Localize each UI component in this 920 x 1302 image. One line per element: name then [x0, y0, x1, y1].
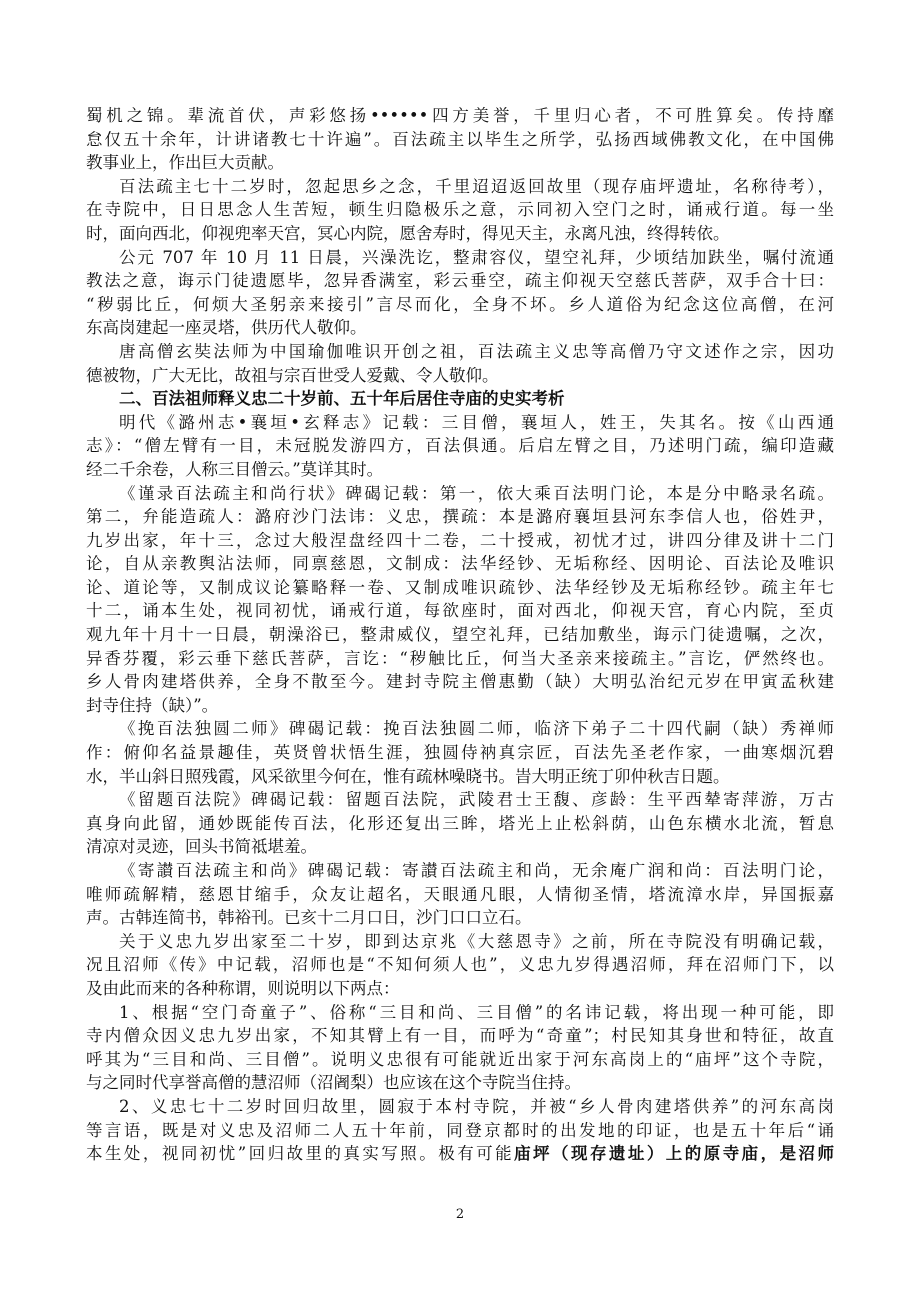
text-line [86, 151, 834, 175]
line-text: 公元 707 年 10 月 11 日晨，兴澡洗讫，整肃容仪，望空礼拜，少顷结加趺坐，嘱付流通 [119, 247, 834, 267]
text-line [86, 552, 834, 576]
text-line [86, 104, 834, 128]
line-text: 清凉对灵迹，回头书简祗堪羞。 [86, 837, 317, 857]
line-text: 唐高僧玄奘法师为中国瑜伽唯识开创之祖，百法疏主义忠等高僧乃守文述作之宗，因功 [119, 341, 834, 361]
text-line [86, 1001, 834, 1025]
line-text: 关于义忠九岁出家至二十岁，即到达京兆《大慈恩寺》之前，所在寺院没有明确记载， [119, 931, 834, 951]
line-text: 《挽百法独圆二师》碑碣记载：挽百法独圆二师，临济下弟子二十四代嗣（缺）秀禅师 [119, 719, 834, 739]
text-line [86, 953, 834, 977]
page-number: 2 [455, 1207, 465, 1222]
line-text: 《谨录百法疏主和尚行状》碑碣记载：第一，依大乘百法明门论，本是分中略录名疏。 [119, 483, 834, 503]
line-text: 呼其为“三目和尚、三目僧”。说明义忠很有可能就近出家于河东高岗上的“庙坪”这个寺院， [86, 1049, 834, 1069]
text-line [86, 859, 834, 883]
line-text: 十二，诵本生处，视同初忧，诵戒行道，每欲座时，面对西北，仰视天宫，育心内院，至贞 [86, 601, 834, 621]
text-line [86, 529, 834, 553]
text-line [86, 835, 834, 859]
text-line [86, 505, 834, 529]
text-line [86, 623, 834, 647]
line-text: 乡人骨肉建塔供养，全身不散至今。建封寺院主僧惠勤（缺）大明弘治纪元岁在甲寅孟秋建 [86, 672, 834, 692]
line-text: 教法之意，诲示门徒遗愿毕，忽异香满室，彩云垂空，疏主仰视天空慈氏菩萨，双手合十曰： [86, 271, 834, 291]
line-text: 论，自从亲教舆沾法师，同禀慈恩，文制成：法华经钞、无垢称经、因明论、百法论及唯识 [86, 554, 834, 574]
line-text: 1、根据“空门奇童子”、俗称“三目和尚、三目僧”的名讳记载，将出现一种可能，即 [119, 1002, 834, 1022]
text-line [86, 1119, 834, 1143]
line-text: 真身向此留，通妙既能传百法，化形还复出三眸，塔光上止松斜荫，山色东横水北流，暂息 [86, 813, 834, 833]
text-line [86, 434, 834, 458]
bold-text: 庙坪（现存遗址）上的原寺庙，是沼师 [514, 1144, 834, 1164]
line-text: 水，半山斜日照残霞，风采欲里今何在，惟有疏林噪晓书。旹大明正统丁卯仲秋吉日题。 [86, 766, 730, 786]
line-text: 九岁出家，年十三，念过大般涅盘经四十二卷，二十授戒，初忧才过，讲四分律及讲十二门 [86, 530, 834, 550]
document-body [86, 104, 834, 1166]
line-text: 百法疏主七十二岁时，忽起思乡之念，千里迢迢返回故里（现存庙坪遗址，名称待考）， [119, 176, 834, 196]
line-text: 唯师疏解精，慈恩甘缩手，众友让超名，天眼通凡眼，人情彻圣情，塔流漳水岸，异国振嘉 [86, 884, 834, 904]
line-text: 东高岗建起一座灵塔，供历代人敬仰。 [86, 318, 367, 338]
line-text: 经二千余卷，人称三目僧云。”莫详其时。 [86, 459, 384, 479]
line-text: 志》：“僧左臂有一目，未冠脱发游四方，百法俱通。后启左臂之目，乃述明门疏，编印造藏 [86, 436, 834, 456]
line-text: 时，面向西北，仰视兜率天宫，冥心内院，愿舍寿时，得见天主，永离凡浊，终得转依。 [86, 223, 730, 243]
text-line [86, 458, 834, 482]
text-line [86, 222, 834, 246]
text-line [86, 246, 834, 270]
line-text: “秽弱比丘，何烦大圣躬亲来接引”言尽而化，全身不坏。乡人道俗为纪念这位高僧，在河 [86, 294, 834, 314]
text-line [86, 694, 834, 718]
text-line [86, 269, 834, 293]
text-line [86, 788, 834, 812]
line-text: 蜀机之锦。辈流首伏，声彩悠扬••••••四方美誉，千里归心者，不可胜算矣。传持靡 [86, 106, 834, 125]
text-line [86, 576, 834, 600]
line-text: 声。古韩连简书，韩裕刊。已亥十二月口日，沙门口口立石。 [86, 908, 532, 928]
text-line [86, 812, 834, 836]
text-line [86, 670, 834, 694]
text-line [86, 741, 834, 765]
line-text: 本生处，视同初忧”回归故里的真实写照。极有可能 [86, 1144, 515, 1164]
line-text: 《寄讃百法疏主和尚》碑碣记载：寄讃百法疏主和尚，无余庵广润和尚：百法明门论， [119, 861, 834, 880]
line-text: 等言语，既是对义忠及沼师二人五十年前，同登京都时的出发地的印证，也是五十年后“诵 [86, 1120, 834, 1140]
line-text: 作：俯仰名益景趣佳，英贤曾状悟生涯，独圆侍衲真宗匠，百法先圣老作家，一曲寒烟沉碧 [86, 743, 834, 763]
text-line [86, 1071, 834, 1095]
text-line [86, 906, 834, 930]
line-text: 德被物，广大无比，故祖与宗百世受人爱戴、令人敬仰。 [86, 365, 499, 385]
text-line [86, 316, 834, 340]
text-line [86, 930, 834, 954]
text-line [86, 293, 834, 317]
line-text: 二、百法祖师释义忠二十岁前、五十年后居住寺庙的史实考析 [119, 389, 565, 409]
text-line [86, 198, 834, 222]
text-line [86, 1048, 834, 1072]
line-text: 及由此而来的各种称谓，则说明以下两点： [86, 978, 400, 998]
line-text: 观九年十月十一日晨，朝澡浴已，整肃威仪，望空礼拜，已结加敷坐，诲示门徒遗嘱，之次， [86, 625, 834, 645]
line-text: 2、义忠七十二岁时回归故里，圆寂于本村寺院，并被“乡人骨肉建塔供养”的河东高岗 [119, 1096, 834, 1116]
text-line [86, 482, 834, 506]
line-text: 况且沼师《传》中记载，沼师也是“不知何须人也”，义忠九岁得遇沼师，拜在沼师门下，以 [86, 955, 834, 975]
text-line [86, 1095, 834, 1119]
text-line [86, 175, 834, 199]
text-line [86, 128, 834, 152]
text-line [86, 1024, 834, 1048]
line-text: 寺内僧众因义忠九岁出家，不知其臂上有一目，而呼为“奇童”；村民知其身世和特征，故直 [86, 1026, 834, 1046]
line-text: 明代《潞州志•襄垣•玄释志》记载：三目僧，襄垣人，姓王，失其名。按《山西通 [119, 412, 834, 432]
line-text: 《留题百法院》碑碣记载：留题百法院，武陵君士王馥、彦龄：生平西辇寄萍游，万古 [119, 790, 834, 810]
text-line [86, 599, 834, 623]
text-line [86, 340, 834, 364]
text-line [86, 647, 834, 671]
line-text: 论、道论等，又制成议论纂略释一卷、又制成唯识疏钞、法华经钞及无垢称经钞。疏主年七 [86, 577, 834, 597]
line-text: 封寺住持（缺）”。 [86, 695, 219, 715]
text-line [86, 717, 834, 741]
line-text: 怠仅五十余年，计讲诸教七十许遍”。百法疏主以毕生之所学，弘扬西域佛教文化，在中国佛 [86, 129, 834, 149]
line-text: 教事业上，作出巨大贡献。 [86, 153, 284, 173]
line-text: 与之同时代享誉高僧的慧沼师（沼阇梨）也应该在这个寺院当住持。 [86, 1073, 581, 1093]
text-line [86, 411, 834, 435]
line-text: 异香芬覆，彩云垂下慈氏菩萨，言讫：“秽触比丘，何当大圣亲来接疏主。”言讫，俨然终也。 [86, 648, 834, 668]
line-text: 第二，弁能造疏人：潞府沙门法讳：义忠，撰疏：本是潞府襄垣县河东李信人也，俗姓尹， [86, 507, 834, 527]
section-heading [86, 387, 834, 411]
text-line [86, 364, 834, 388]
text-line [86, 1142, 834, 1166]
line-text: 在寺院中，日日思念人生苦短，顿生归隐极乐之意，示同初入空门之时，诵戒行道。每一坐 [86, 200, 834, 220]
text-line [86, 765, 834, 789]
text-line [86, 883, 834, 907]
text-line [86, 977, 834, 1001]
